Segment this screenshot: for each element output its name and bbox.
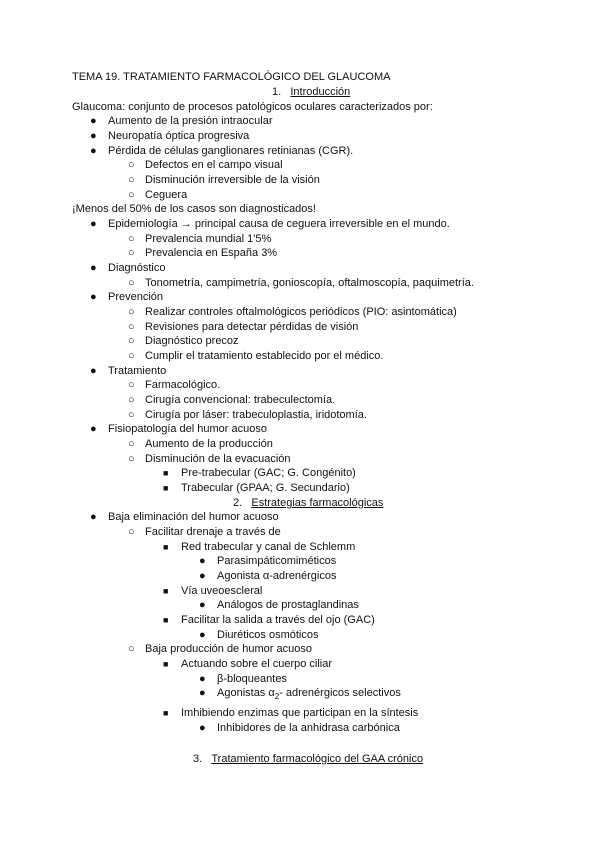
list-item: Pérdida de células ganglionares retinianas (CGR). [108, 145, 354, 157]
list-item: Ceguera [145, 189, 188, 201]
bullet-l2: ○ [128, 321, 135, 333]
bullet-l1: ● [90, 145, 97, 157]
bullet-l4: ● [199, 599, 206, 611]
bullet-l1: ● [90, 262, 97, 274]
bullet-l4: ● [199, 722, 206, 734]
bullet-l1: ● [90, 218, 97, 230]
list-item: β-bloqueantes [217, 673, 287, 685]
list-item: Diuréticos osmóticos [217, 629, 319, 641]
list-item: Facilitar la salida a través del ojo (GAC) [181, 614, 375, 626]
list-item: Fisiopatología del humor acuoso [108, 423, 267, 435]
list-item: Análogos de prostaglandinas [217, 599, 359, 611]
bullet-l2: ○ [128, 247, 135, 259]
bullet-l2: ○ [128, 394, 135, 406]
list-item: Facilitar drenaje a través de [145, 526, 281, 538]
bullet-l2: ○ [128, 306, 135, 318]
bullet-l2: ○ [128, 350, 135, 362]
section-1-heading [272, 85, 350, 100]
bullet-l4: ● [199, 555, 206, 567]
list-item [217, 686, 401, 701]
section-2-heading [233, 496, 383, 511]
bullet-l2: ○ [128, 277, 135, 289]
list-item: Epidemiología → principal causa de ceguera irreversible en el mundo. [108, 218, 450, 230]
list-item: Prevalencia en España 3% [145, 247, 278, 259]
list-item: Baja eliminación del humor acuoso [108, 511, 279, 523]
list-item: Tratamiento [108, 365, 167, 377]
list-item: Agonista α-adrenérgicos [217, 570, 337, 582]
list-item: Defectos en el campo visual [145, 159, 283, 171]
list-item: Aumento de la presión intraocular [108, 115, 273, 127]
alpha-agonist-suffix: - adrenérgicos selectivos [279, 687, 401, 699]
bullet-l2: ○ [128, 233, 135, 245]
bullet-l1: ● [90, 365, 97, 377]
bullet-l1: ● [90, 130, 97, 142]
list-item: Diagnóstico precoz [145, 335, 239, 347]
section-3-number: 3. [193, 753, 203, 765]
bullet-l3: ■ [163, 483, 169, 493]
list-item: Cumplir el tratamiento establecido por el médico. [145, 350, 384, 362]
section-1-title: Introducción [290, 86, 351, 98]
document-title: TEMA 19. TRATAMIENTO FARMACOLÓGICO DEL GLAUCOMA [72, 71, 391, 83]
bullet-l2: ○ [128, 526, 135, 538]
section-2-title: Estrategias farmacológicas [251, 497, 384, 509]
list-item: Farmacológico. [145, 379, 221, 391]
bullet-l3: ■ [163, 615, 169, 625]
list-item: Trabecular (GPAA; G. Secundario) [181, 482, 350, 494]
section-2-number: 2. [233, 497, 243, 509]
list-item: Cirugía por láser: trabeculoplastia, iridotomía. [145, 409, 367, 421]
section-3-heading [193, 752, 423, 767]
list-item: Diagnóstico [108, 262, 166, 274]
list-item: Parasimpáticomiméticos [217, 555, 337, 567]
bullet-l2: ○ [128, 189, 135, 201]
diagnosis-note: ¡Menos del 50% de los casos son diagnosticados! [72, 203, 316, 215]
alpha-agonist-label: Agonistas α [217, 687, 275, 699]
bullet-l2: ○ [128, 174, 135, 186]
list-item: Aumento de la producción [145, 438, 273, 450]
list-item: Baja producción de humor acuoso [145, 643, 312, 655]
glaucoma-definition: Glaucoma: conjunto de procesos patológicos oculares caracterizados por: [72, 101, 433, 113]
subscript-2: 2 [274, 692, 280, 701]
list-item: Tonometría, campimetría, gonioscopía, oftalmoscopía, paquimetría. [145, 277, 474, 289]
list-item: Vía uveoescleral [181, 585, 263, 597]
list-item: Imhibiendo enzimas que participan en la síntesis [181, 707, 419, 719]
bullet-l2: ○ [128, 159, 135, 171]
list-item: Disminución de la evacuación [145, 453, 291, 465]
list-item: Realizar controles oftalmológicos periódicos (PIO: asintomática) [145, 306, 457, 318]
section-3-title: Tratamiento farmacológico del GAA crónico [211, 753, 424, 765]
bullet-l3: ■ [163, 659, 169, 669]
bullet-l3: ■ [163, 542, 169, 552]
list-item: Disminución irreversible de la visión [145, 174, 320, 186]
bullet-l3: ■ [163, 586, 169, 596]
list-item: Actuando sobre el cuerpo ciliar [181, 658, 333, 670]
bullet-l1: ● [90, 291, 97, 303]
bullet-l3: ■ [163, 468, 169, 478]
bullet-l3: ■ [163, 708, 169, 718]
bullet-l4: ● [199, 570, 206, 582]
list-item: Inhibidores de la anhidrasa carbónica [217, 722, 400, 734]
list-item: Neuropatía óptica progresiva [108, 130, 250, 142]
bullet-l2: ○ [128, 453, 135, 465]
bullet-l4: ● [199, 629, 206, 641]
list-item: Prevención [108, 291, 164, 303]
bullet-l2: ○ [128, 335, 135, 347]
bullet-l2: ○ [128, 438, 135, 450]
list-item: Red trabecular y canal de Schlemm [181, 541, 356, 553]
bullet-l1: ● [90, 511, 97, 523]
list-item: Pre-trabecular (GAC; G. Congénito) [181, 467, 356, 479]
bullet-l2: ○ [128, 409, 135, 421]
bullet-l2: ○ [128, 379, 135, 391]
bullet-l1: ● [90, 115, 97, 127]
list-item: Cirugía convencional: trabeculectomía. [145, 394, 336, 406]
bullet-l4: ● [199, 673, 206, 685]
bullet-l2: ○ [128, 643, 135, 655]
section-1-number: 1. [272, 86, 282, 98]
list-item: Prevalencia mundial 1'5% [145, 233, 272, 245]
list-item: Revisiones para detectar pérdidas de visión [145, 321, 359, 333]
bullet-l4: ● [199, 687, 206, 699]
bullet-l1: ● [90, 423, 97, 435]
